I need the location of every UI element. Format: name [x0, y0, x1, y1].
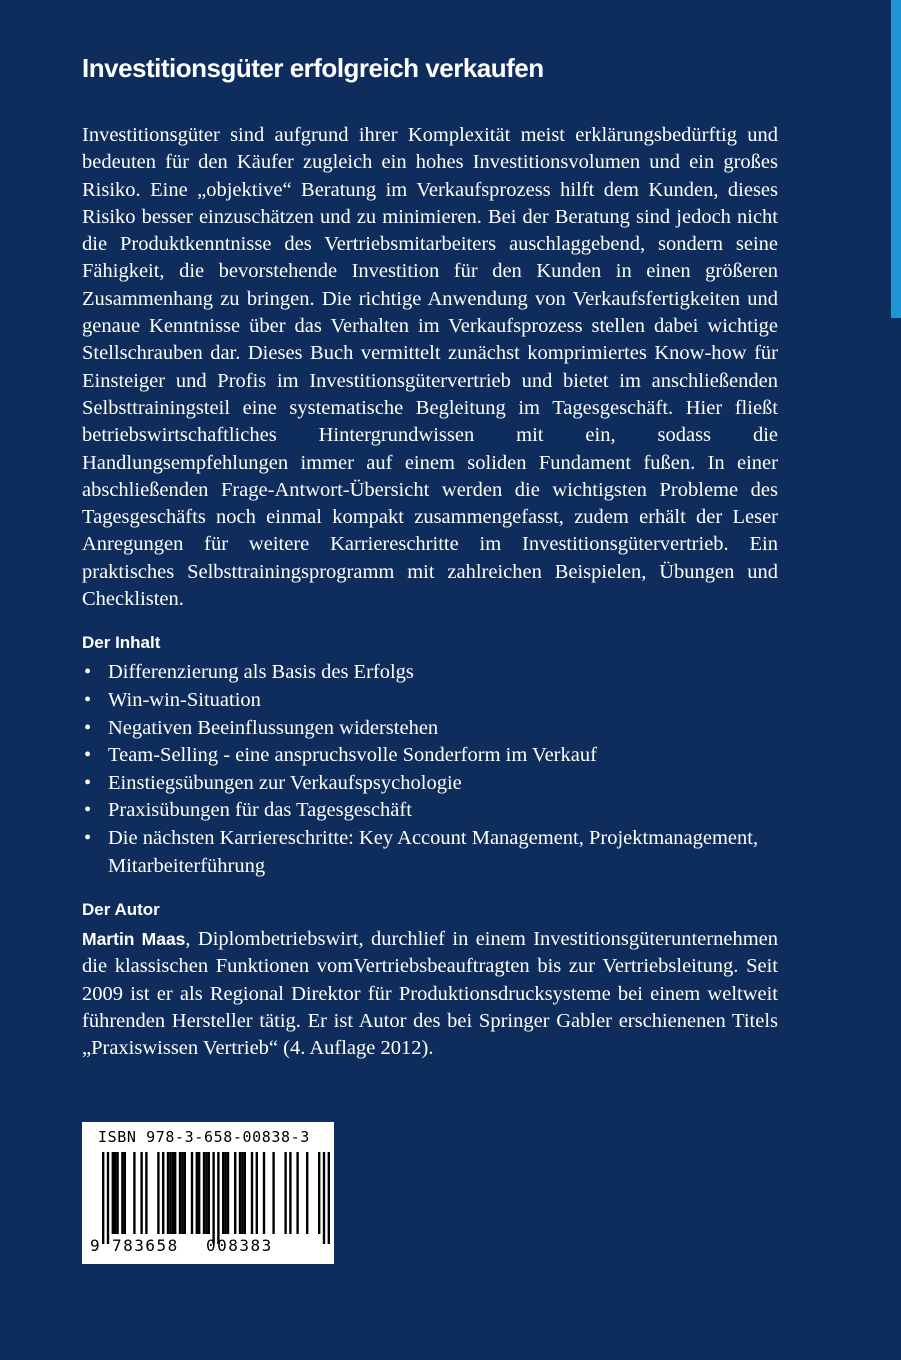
- barcode-bar: [191, 1152, 193, 1234]
- barcode-bar: [102, 1152, 104, 1244]
- barcode-bar: [323, 1152, 325, 1244]
- barcode-bar: [241, 1152, 243, 1234]
- barcode-bar: [263, 1152, 265, 1234]
- barcode-bar: [272, 1152, 274, 1234]
- contents-list: [82, 659, 778, 880]
- barcode-bar: [328, 1152, 330, 1244]
- list-item-text: Win-win-Situation: [108, 688, 261, 711]
- list-item-text: Negativen Beeinflussungen widerstehen: [108, 716, 439, 739]
- barcode-bar: [284, 1152, 286, 1234]
- barcode-bar: [181, 1152, 183, 1234]
- barcode-bar: [196, 1152, 198, 1234]
- list-item: [82, 797, 778, 825]
- barcode-bar: [124, 1152, 126, 1234]
- ean-right-digits: 008383: [206, 1236, 273, 1255]
- list-item: [82, 659, 778, 687]
- barcode-bar: [112, 1152, 114, 1234]
- barcode-bar: [212, 1152, 214, 1244]
- isbn-label: ISBN 978-3-658-00838-3: [98, 1128, 310, 1146]
- bullet-icon: •: [84, 771, 92, 794]
- barcode-bar: [251, 1152, 253, 1234]
- list-item-text: Einstiegsübungen zur Verkaufspsychologie: [108, 771, 462, 794]
- book-blurb: Investitionsgüter sind aufgrund ihrer Komplexität meist erklärungsbedürftig und bedeuten für den Käufer zugleich ein hohes Investitionsvolumen und ein großes Risiko. Eine „objektive“ Beratung im Verkaufsprozess hilft dem Kunden, dieses Risiko besser einzuschätzen und zu minimieren. Bei der Beratung sind jedoch nicht die Produktkenntnisse des Vertriebsmitarbeiters auschlaggebend, sondern seine Fähigkeit, die bevorstehende Investition für den Kunden in einen größeren Zusammenhang zu bringen. Die richtige Anwendung von Verkaufsfertigkeiten und genaue Kenntnisse über das Verhalten im Verkaufsprozess stellen dabei wichtige Stellschrauben dar. Dieses Buch vermittelt zunächst komprimiertes Know-how für Einsteiger und Profis im Investitionsgütervertrieb und bietet im anschließenden Selbsttrainingsteil eine systematische Begleitung im Tagesgeschäft. Hier fließt betriebswirtschaftliches Hintergrundwissen mit ein, sodass die Handlungsempfehlungen immer auf einem soliden Fundament fußen. In einer abschließenden Frage-Antwort-Übersicht werden die wichtigsten Probleme des Tagesgeschäfts noch einmal kompakt zusammengefasst, zudem erhält der Leser Anregungen für weitere Karriereschritte im Investitionsgütervertrieb. Ein praktisches Selbsttrainingsprogramm mit zahlreichen Beispielen, Übungen und Checklisten.: [82, 124, 778, 611]
- author-bio-text: , Diplombetriebswirt, durchlief in einem Investitionsgüterunternehmen die klassischen Funktionen vomVertriebsbeauftragten bis zur Vertriebsleitung. Seit 2009 ist er als Regional Direktor für Produktionsdrucksysteme bei einem weltweit führenden Hersteller tätig. Er ist Autor des bei Springer Gabler erschienenen Titels „Praxiswissen Vertrieb“ (4. Auflage 2012).: [82, 928, 778, 1060]
- author-heading: Der Autor: [82, 900, 160, 920]
- isbn-barcode: [82, 1122, 334, 1264]
- barcode-bar: [172, 1152, 174, 1234]
- barcode-bar: [217, 1152, 219, 1244]
- author-bio: [82, 926, 778, 1062]
- bullet-icon: •: [84, 716, 92, 739]
- list-item-text: Die nächsten Karriereschritte: Key Account Management, Projektmanagement, Mitarbeiterführung: [108, 826, 759, 877]
- barcode-bar: [256, 1152, 258, 1234]
- barcode-bar: [222, 1152, 224, 1234]
- bullet-icon: •: [84, 799, 92, 822]
- barcode-bar: [114, 1152, 116, 1234]
- barcode-bar: [133, 1152, 135, 1234]
- list-item-text: Differenzierung als Basis des Erfolgs: [108, 661, 414, 684]
- barcode-bar: [167, 1152, 169, 1234]
- barcode-bar: [227, 1152, 229, 1234]
- list-item: [82, 770, 778, 798]
- barcode-bar: [157, 1152, 159, 1234]
- bullet-icon: •: [84, 661, 92, 684]
- barcode-bar: [198, 1152, 200, 1234]
- barcode-bar: [208, 1152, 210, 1234]
- ean-first-digit: 9: [90, 1236, 100, 1255]
- barcode-bar: [169, 1152, 171, 1234]
- list-item-text: Team-Selling - eine anspruchsvolle Sonderform im Verkauf: [108, 744, 597, 767]
- barcode-bar: [224, 1152, 226, 1234]
- barcode-bar: [296, 1152, 298, 1234]
- barcode-bar: [140, 1152, 142, 1234]
- list-item: [82, 825, 778, 880]
- barcode-bar: [239, 1152, 241, 1234]
- barcode-bar: [162, 1152, 164, 1234]
- barcode-bar: [203, 1152, 205, 1234]
- list-item: [82, 742, 778, 770]
- barcode-bar: [121, 1152, 123, 1234]
- barcode-bar: [116, 1152, 118, 1234]
- barcode-bar: [306, 1152, 308, 1234]
- bullet-icon: •: [84, 744, 92, 767]
- barcode-bar: [318, 1152, 320, 1234]
- contents-heading: Der Inhalt: [82, 633, 161, 653]
- author-name: Martin Maas: [82, 929, 186, 950]
- barcode-bar: [174, 1152, 176, 1234]
- barcode-bar: [184, 1152, 186, 1234]
- list-item: [82, 715, 778, 743]
- bullet-icon: •: [84, 688, 92, 711]
- list-item-text: Praxisübungen für das Tagesgeschäft: [108, 799, 412, 822]
- barcode-bar: [244, 1152, 246, 1234]
- barcode-bar: [289, 1152, 291, 1234]
- barcode-bar: [234, 1152, 236, 1234]
- barcode-bar: [179, 1152, 181, 1234]
- accent-stripe: [891, 0, 901, 318]
- cover-content: [82, 48, 778, 1063]
- book-title: Investitionsgüter erfolgreich verkaufen: [82, 53, 544, 83]
- barcode-bar: [145, 1152, 147, 1234]
- barcode-bar: [205, 1152, 207, 1234]
- list-item: [82, 687, 778, 715]
- bullet-icon: •: [84, 826, 92, 849]
- barcode-bar: [107, 1152, 109, 1244]
- ean-left-digits: 783658: [112, 1236, 179, 1255]
